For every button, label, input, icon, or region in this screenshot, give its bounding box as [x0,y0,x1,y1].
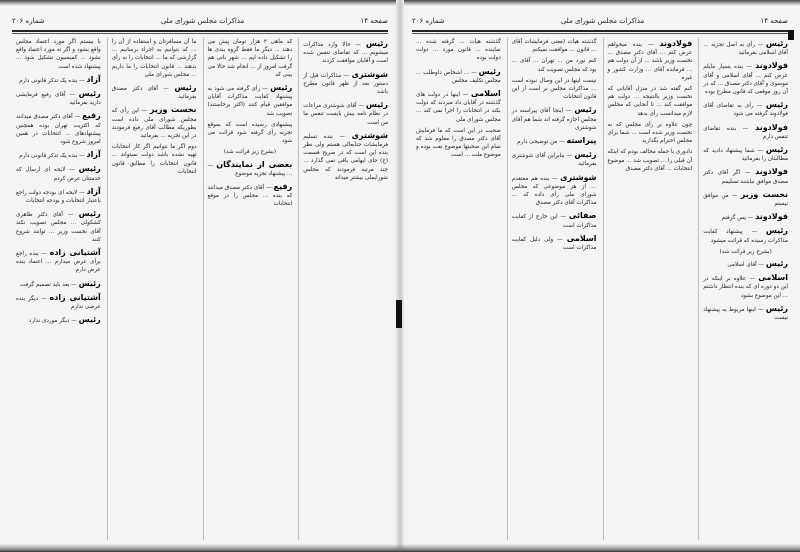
speaker-name: رئیس [765,145,788,155]
speech-text: — بنده یک تذکر قانونی دارم [19,77,85,84]
paragraph [512,135,597,146]
paragraph [703,166,788,185]
speaker-name: فولادوند [755,122,788,132]
speaker-name: رئیس [365,100,388,110]
paragraph [703,144,788,163]
paragraph [16,110,101,146]
paragraph [208,181,293,209]
speech-text: — رأی گرفته می شود به پیشنهاد کفایت مذاکرات آقایان موافقین قیام کنند (اکثر برخاستند) تصویب شد [207,86,293,117]
speech-text: — رأی به تقاضای آقای فولادوند گرفته می شود [703,103,788,118]
speaker-name: رئیس [78,89,101,99]
speaker-name: رئیس [765,39,788,48]
speech-text: (بشرح زیر قرائت شد) [719,248,772,255]
speech-text: که ماهی ۲ هزار تومان پیش می دهند ... دیگر ما فقط گروه بندی ها را تشکیل داده ایم ... شهر بانی هم گرفت امروز از ... انجام شد حالا می بینی که [207,39,293,78]
speaker-name: شوشتری [351,130,388,140]
text-column [203,38,293,540]
speaker-name: آزاد [86,74,101,84]
speaker-name: رئیس [270,83,293,93]
text-column [603,38,693,540]
paragraph [16,278,101,289]
speaker-name: پیراسته [566,136,597,146]
speaker-name: رئیس [574,150,597,160]
speaker-name: نخست وزیر [740,189,788,199]
paragraph [703,225,788,244]
paragraph [16,314,101,325]
scan-artifact [396,300,402,328]
text-column [298,38,388,540]
paragraph [608,121,693,146]
paragraph [208,121,293,146]
right-page [404,8,796,544]
speech-text: — اینها در دولت های گذشته در آقایان داد میزدند که دولت بکند در انتخابات را اجرا نمی کند ... مجلس شورای ملی [416,92,501,123]
paragraph [416,88,501,124]
speech-text: — شما پیشنهاد دادید که مطالبتان را بفرمائید [703,148,788,163]
speech-text: — ولی دلیل کفایت مذاکرات است [511,236,597,252]
paragraph [112,143,197,176]
paragraph [512,38,597,54]
speech-text: چون علاوه بر رأی مجلس که به نخست وزیر شده است ... شما برای مجلس احترام بگذارید [607,121,693,145]
speech-text: — بنده تسلیم فرمایشات جنابعالی هستم ولی نظر بنده این است که در صریح قسمت (ج) جای ایهامی باقی نمی گذارد ... چند مرتبه فرمودند که مجلس شورایملی بیشتر میداند [303,133,388,181]
page-label: صفحه ۱۴ [360,17,388,25]
speech-text: — دیگر بنده عرضی ندارم [16,295,101,311]
paragraph [512,210,597,229]
speaker-name: فولادوند [755,212,788,222]
page-gutter [396,0,404,552]
speech-text: ما آن مسافرتان و استفاده از آن را ... که بتوانیم به اجراء برسانیم ... گزارشی که ما ... انتخابات را نه رأی بدهند ... قانون انتخابات را ما داریم ... مجلس شورای ملی [111,39,197,78]
speech-text: دوم اگر ما نتوانیم اگر کار انتخابات تهیه نشده باشد دولت نمیتواند ... قانون انتخابات را مطابق قانون انتخابات [111,144,197,175]
paragraph [303,99,388,127]
speech-text: گذشته هیأت ... گرفته شده ... نماینده ... قانون مورد ... دولت دولت بوده [416,39,501,62]
speaker-name: اسلامی [471,89,501,99]
paragraph [703,211,788,222]
speaker-name: رئیس [365,39,388,48]
left-page-columns [12,38,388,540]
speech-text: کنم نورد من ... تهران ... آقای ... بود که مجلس تصویب کند [511,58,597,73]
speaker-name: رئیس [574,105,597,115]
speech-text: — لایحه ای بودجه دولت راجع باعتبار انتخابات و بودجه انتخابات [16,189,101,205]
paragraph [16,292,101,311]
speaker-name: اسلامی [566,233,597,243]
paragraph [16,186,101,205]
text-column [12,38,101,540]
speech-text: — آقای دکتر مصدق میدانند که بنده ... مجلس را در موقع انتخابات [207,185,293,208]
speaker-name: نخست وزیر [149,105,197,115]
paragraph [16,208,101,244]
speech-text: — اینجا آقای پیراسته در مجلس اجازه گرفته اند شما هم آقای شوشتری [511,108,597,131]
speech-text: — پس گرفتم [721,215,754,222]
text-column [507,38,597,540]
issue-label: شماره ۲۰۶ [12,17,45,25]
speech-text: — بنده راجع برأی عرض میدارم ... اعتماد بنده عرض دارم [16,251,101,274]
speech-text: — بنده هم معتقدم ... از هر موضوعی که مجلس شورای ملی رأی داده که ... مذاکرات آقای دکتر مصدق [511,175,597,207]
issue-label: شماره ۲۰۶ [412,17,445,25]
paragraph [16,247,101,275]
speech-text: — من موافق نیستم [703,192,788,208]
speech-text: — آقای دکتر طاهری کشکولی ... مجلس تصویب نکند آقای نخست وزیر ... توانند شروع کنند [16,212,101,243]
paragraph [416,38,501,63]
speaker-name: اسلامی [758,273,788,283]
paragraph [16,38,101,71]
speaker-name: رئیس [174,83,197,93]
paragraph [16,149,101,160]
speech-text: — آقای دکتر مصدق میدانند که اکثریت تهران بوده همچنین پیشنهادهای ... انتخابات در همین امروز شروع شود [16,114,101,146]
paragraph [303,130,388,182]
paragraph [208,82,293,118]
paragraph [416,66,501,85]
paragraph [416,127,501,160]
paragraph [512,233,597,252]
speech-text: — لایحه ای ارسال که خدمتتان عرض کردم [16,167,101,182]
speaker-name: شوشتری [560,172,597,182]
speaker-name: صفائی [568,211,597,221]
speech-text: — بعد باید تصمیم گرفت [20,281,77,288]
speech-text: کنم گفته شد در منزل آقایانی که نخست وزیر بالنتیجه ... دولت هم موافقت کند ... تا آنجایی که مجلس لازم میدانست رأی بدهد [607,86,693,117]
text-column [107,38,197,540]
speaker-name: آشتیانی زاده [49,292,101,302]
header-rule-thin [412,33,788,34]
speech-text: — آقای رفیع فرمایشی دارید بفرمائید [16,92,101,107]
paragraph [703,38,788,57]
speech-text: — بنابراین آقای شوشتری بفرمائید [511,153,597,168]
speech-text: — ... اشخاص داوطلب ... مجلس تکلیف مجلس [416,69,501,84]
speaker-name: آشتیانی زاده [49,248,101,258]
paragraph [512,77,597,102]
speaker-name: رئیس [765,226,788,236]
paragraph [512,57,597,73]
speech-text: صحبت در این است که ما فرمایش آقای دکتر مصدق را معلوم شد که تمام این صحبتها موضوع نفت بوده و موضوع ملت ... است [416,127,501,159]
speaker-name: رئیس [78,278,101,288]
text-column [412,38,501,540]
page-title: مذاکرات مجلس شورای ملی [560,17,645,25]
paragraph [703,303,788,322]
speaker-name: آزاد [86,150,101,160]
paragraph [512,149,597,168]
speaker-name: آزاد [86,186,101,196]
paragraph [703,122,788,141]
speech-text: دادوری با جمله مخالف بودم که اینکه آن قبلی را ... تصویب شد ... موضوع انتخابات ... آقای دکتر مصدق [607,149,693,172]
speaker-name: شوشتری [351,69,388,79]
speech-text: — آقای اسلامی [727,262,765,269]
paragraph [112,82,197,101]
speech-text: — بنده میخواهم عرض کنم ... آقای دکتر مصدق ... نخست وزیر باشد ... از آن دولت هم ... فرمانده آقای ... وزارت کشور و غیره [607,42,693,81]
speech-text: گذشته هیأت (معنی فرمایشات آقای ... قانون ... موافقت نمیکنم [511,39,597,54]
page-title: مذاکرات مجلس شورای ملی [160,17,245,25]
paragraph [703,99,788,118]
paragraph [112,104,197,140]
paragraph [608,38,693,82]
paragraph [16,88,101,107]
scan-artifact [788,30,794,40]
page-label: صفحه ۱۴ [760,17,788,25]
speaker-name: رئیس [765,100,788,110]
speaker-name: رئیس [78,315,101,325]
paragraph [16,163,101,182]
paragraph [512,104,597,132]
speech-text: با بیستم اگر مورد اعتماد مجلس واقع بشود و اگر نه مورد اعتماد واقع نشود ... کمیسیون تشکیل شود ... پیشنهاد شده است [16,39,101,70]
paragraph [703,248,788,256]
paragraph [608,148,693,173]
speaker-name: فولادوند [659,39,693,48]
speaker-name: فولادوند [755,61,788,71]
header-rule [412,30,788,32]
paragraph [608,85,693,118]
paragraph [208,159,293,178]
header-rule-thin [12,33,388,34]
speech-text: — بنده تقاضای تنفس دارم [703,125,788,140]
speech-text: — مذاکرات قبل از دستور بعد از ظهر قانون مطرح باشد [303,72,388,96]
speech-text: — پیشنهاد کفایت مذاکرات رسیده که قرائت میشود [703,229,788,244]
speech-text: نیست اینها در این وصال نبوده است ... مذاکرات مجلس بر است از این قانون انتخابات [511,77,597,101]
speaker-name: رئیس [765,303,788,313]
paragraph [303,69,388,97]
paragraph [208,148,293,156]
paragraph [303,38,388,66]
left-page-header [12,14,388,28]
speaker-name: بعضی از نمایندگان [216,159,293,169]
header-rule [12,30,388,32]
paragraph [112,38,197,79]
right-page-columns [412,38,788,540]
speaker-name: رئیس [78,209,101,219]
paragraph [703,60,788,96]
paragraph [703,189,788,208]
speaker-name: فولادوند [755,167,788,177]
speaker-name: رفیع [273,182,293,192]
speech-text: — من توضیحی دارم [517,139,565,146]
speech-text: — بنده یک تذکر قانونی دارم [19,153,85,160]
speech-text: — رأی به اصل تجزیه ... آقای اسلامی بفرمائید [703,42,788,57]
paragraph [703,258,788,269]
scan-bottom-shadow [0,544,800,552]
speech-text: (بشرح زیر قرائت شد) [223,149,277,156]
speech-text: — حالا وارد مذاکرات میشویم ... که تقاضای تنفس شده است و آقایان موافقت کردند [303,42,388,65]
speaker-name: رئیس [78,164,101,174]
paragraph [703,272,788,300]
left-page [4,8,396,544]
speech-text: پیشنهادی رسیده است که بموقع تجربه رأی گرفته شود قرائت می شود [207,121,293,145]
speech-text: — آقای دکتر مصدق بفرمائید [111,86,197,101]
text-column [698,38,788,540]
speaker-name: رئیس [478,66,501,76]
speech-text: — این رأی که مجلس شورای ملی داده است بطوریکه مطالب آقای رفیع فرمودند در این تجزیه ... بفرمائید [111,108,197,140]
paragraph [16,74,101,85]
speech-text: — آقای شوشتری مراعات در نظام نامه بیش بایست تنفس ما من است [303,103,388,126]
speech-text: — بنده بسیار مایلم عرض کنم ... آقای اسلامی و آقای موسوی و آقای دکتر مصدق ... که در آن روز موقعی که قانون مطرح بوده [703,64,788,96]
speech-text: — این خارج از کفایت مذاکرات است [511,214,597,229]
right-page-header [412,14,788,28]
speech-text: — ... پیشنهاد تجزیه موضوع [207,162,293,177]
speaker-name: رفیع [82,111,101,121]
speech-text: — اینها مربوط به پیشنهاد نیست [703,306,788,322]
speaker-name: رئیس [765,259,788,269]
speech-text: — دیگر موردی ندارد [28,318,77,325]
speech-text: — اگر آقای دکتر مصدق موافق نباشند تسلیمم [703,170,788,185]
paragraph [208,38,293,79]
paragraph [512,172,597,208]
speech-text: — علاوه بر اینکه در این دو دوره ای که بنده انتظار داشتم ... این موضوع بشود [703,276,788,299]
